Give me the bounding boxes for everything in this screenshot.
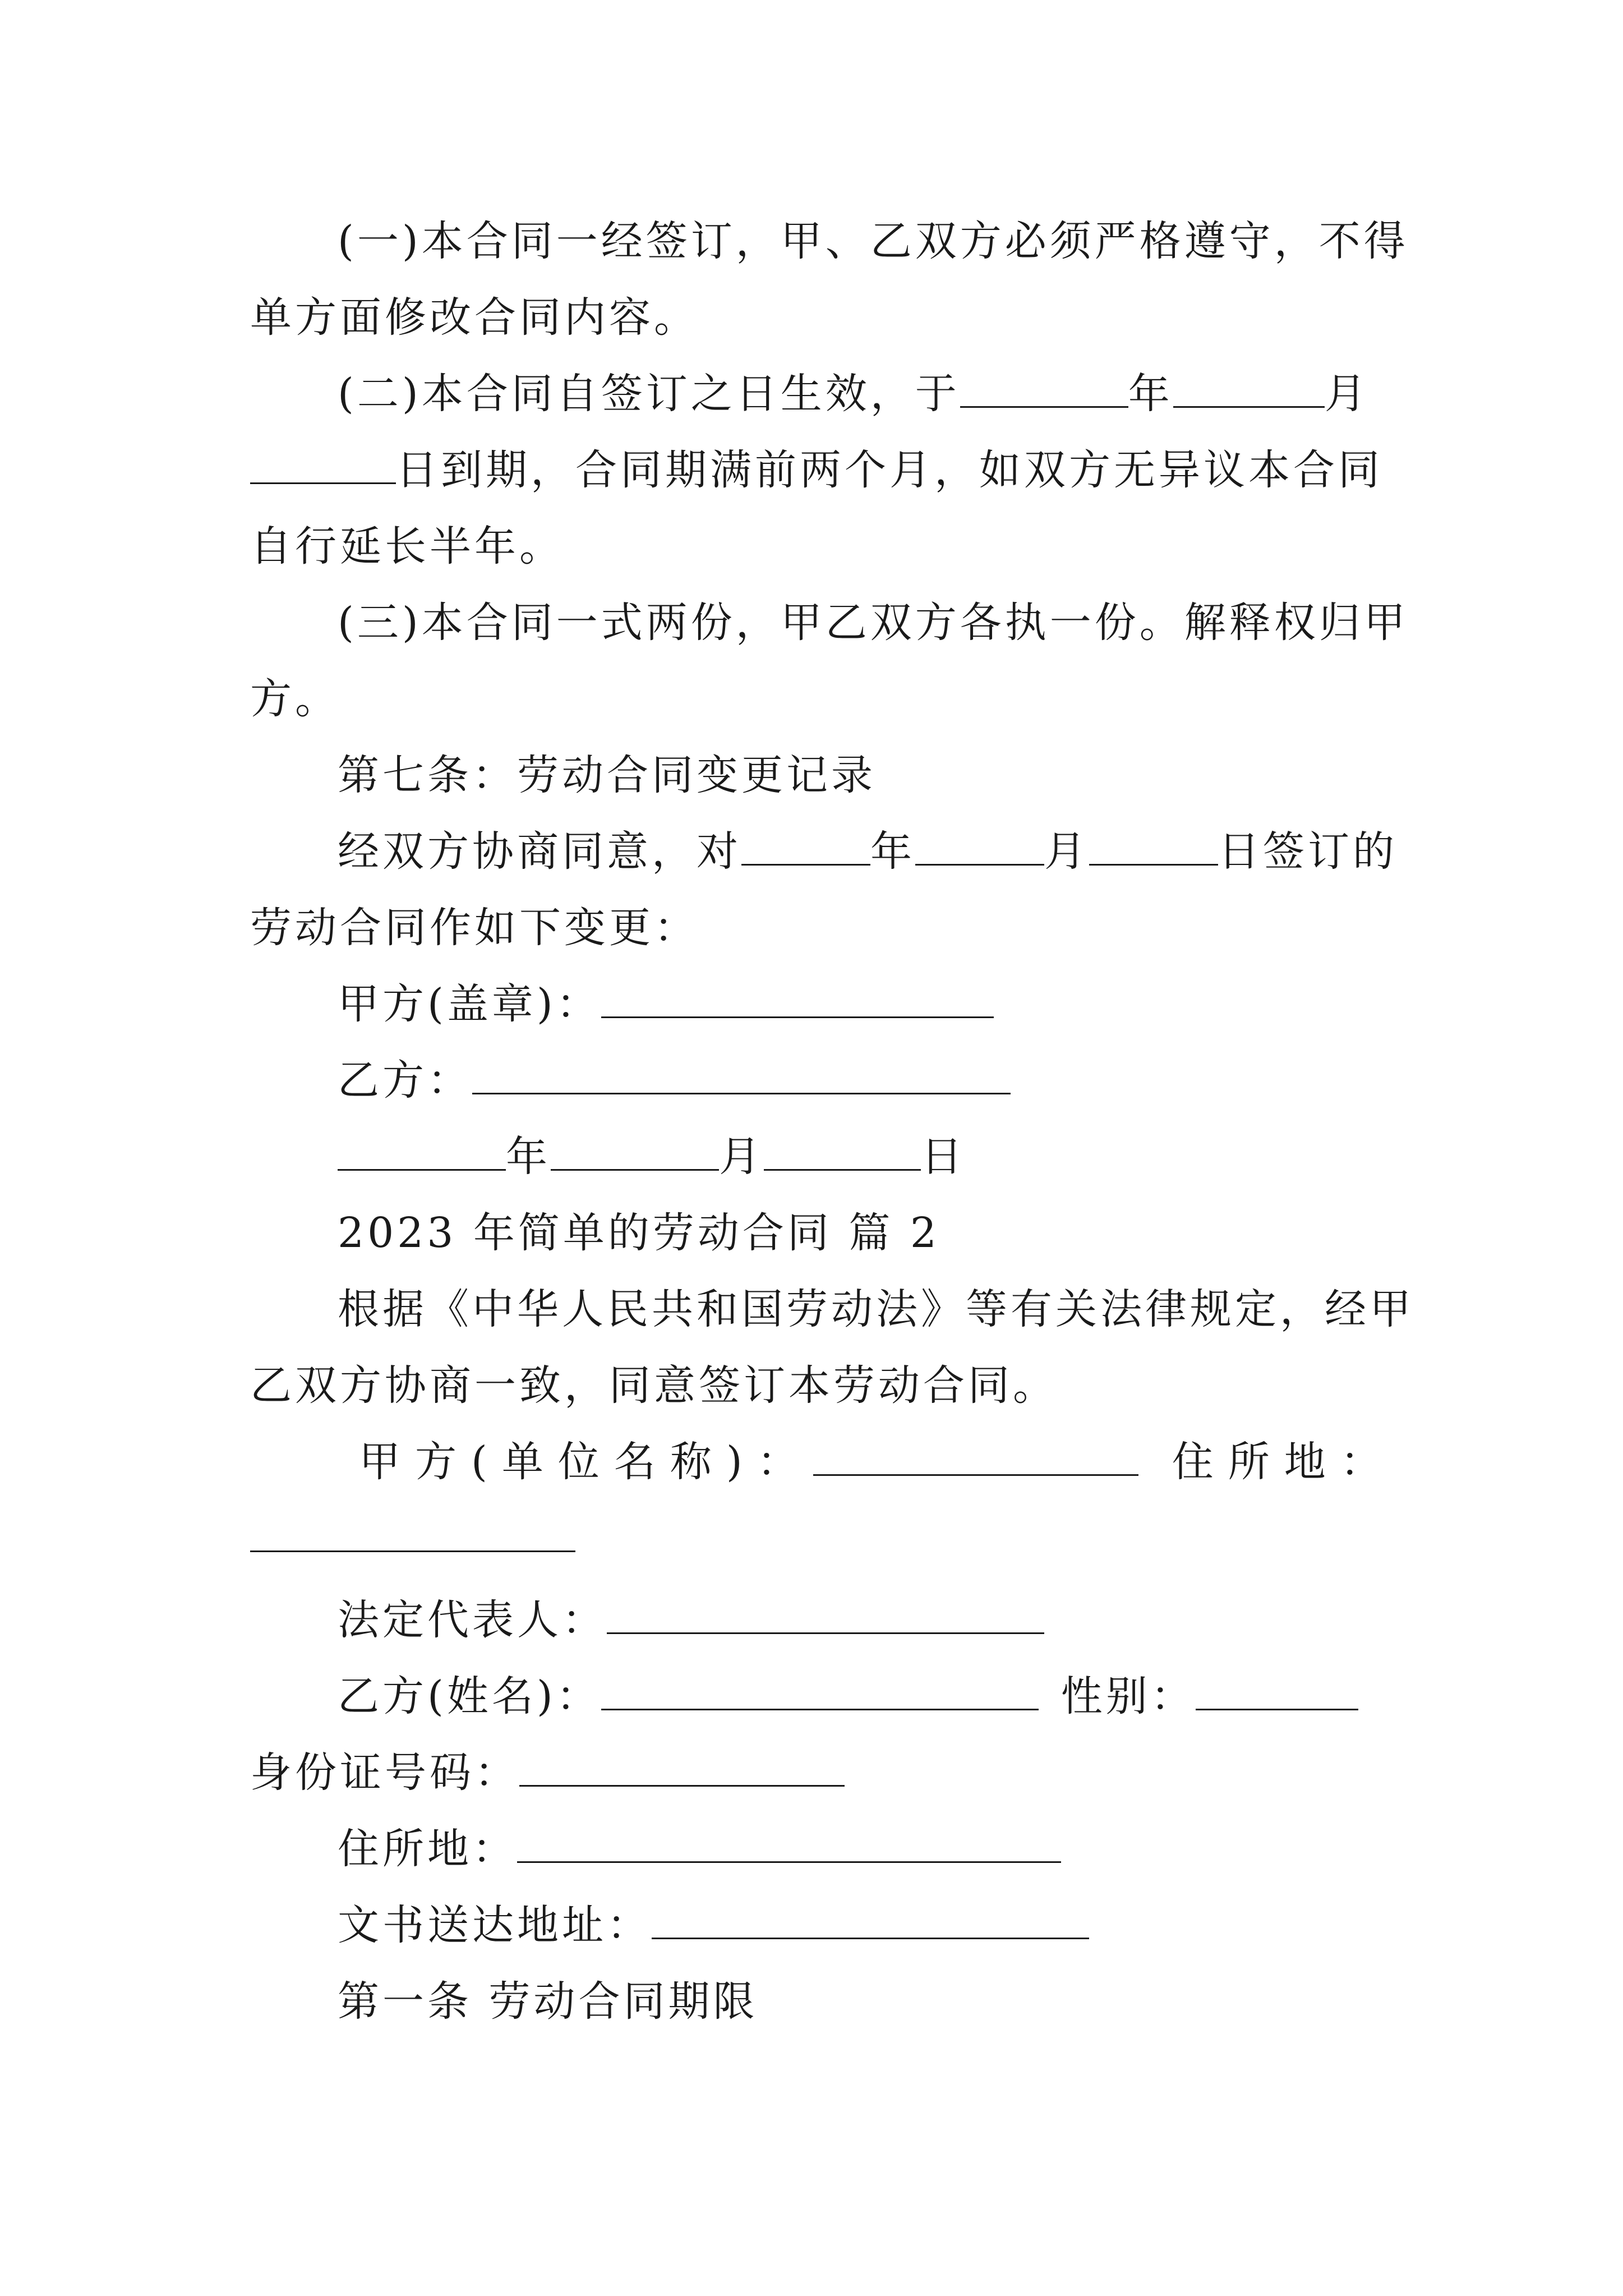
label: 甲方(单位名称)： [359, 1438, 813, 1486]
day-blank[interactable] [1089, 825, 1218, 866]
year-blank[interactable] [960, 367, 1128, 408]
clause-3 [338, 595, 1409, 651]
party-b-address-line [338, 1821, 1394, 1877]
label: 乙方： [338, 1056, 472, 1105]
article-1-heading [338, 1973, 1394, 2030]
day-blank[interactable] [764, 1130, 921, 1171]
legal-rep-line [338, 1592, 1394, 1648]
label: 文书送达地址： [338, 1901, 652, 1949]
service-address-line [338, 1897, 1394, 1953]
party-a-address-blank[interactable] [250, 1511, 575, 1552]
service-address-blank[interactable] [652, 1898, 1089, 1939]
party-a-address-line [250, 1510, 1394, 1566]
article-7-text [338, 823, 1398, 880]
text: 日签订的 [1218, 827, 1398, 876]
party-b [338, 1052, 1394, 1108]
label: 住所地： [1172, 1438, 1396, 1486]
id-number-line [250, 1745, 1394, 1801]
party-a-seal-blank[interactable] [601, 977, 994, 1018]
text: 第七条：劳动合同变更记录 [338, 751, 876, 799]
month-blank[interactable] [551, 1130, 719, 1171]
section-heading [338, 1205, 1394, 1261]
text: 方。 [250, 675, 340, 723]
label: 甲方(盖章)： [338, 980, 601, 1028]
text: 2023 年简单的劳动合同 篇 2 [338, 1209, 940, 1257]
party-b-name-blank[interactable] [601, 1669, 1039, 1710]
text: 日到期，合同期满前两个月，如双方无异议本合同 [396, 446, 1383, 494]
clause-2-cont2 [250, 518, 1394, 574]
preamble-cont [250, 1358, 1394, 1414]
text: 自行延长半年。 [250, 522, 564, 570]
label: 身份证号码： [250, 1749, 519, 1797]
text: (二)本合同自签订之日生效，于 [338, 370, 960, 418]
clause-1 [338, 213, 1409, 269]
party-a-seal [338, 976, 1394, 1032]
text: 经双方协商同意，对 [338, 827, 741, 876]
label: 性别： [1061, 1672, 1196, 1720]
day-blank[interactable] [250, 443, 396, 484]
article-7-text-cont [250, 900, 1394, 956]
text: 月 [1044, 827, 1089, 876]
label: 住所地： [338, 1825, 517, 1873]
label: 乙方(姓名)： [338, 1672, 601, 1720]
clause-2 [338, 366, 1394, 422]
party-a-name-line [359, 1434, 1394, 1490]
text: 年 [1128, 370, 1173, 418]
party-b-blank[interactable] [472, 1053, 1011, 1094]
party-b-name-line [338, 1668, 1394, 1724]
text: (三)本合同一式两份，甲乙双方各执一份。解释权归甲 [338, 599, 1409, 647]
date-line [338, 1129, 1394, 1185]
clause-1-cont [250, 289, 1394, 346]
text: 乙双方协商一致，同意签订本劳动合同。 [250, 1361, 1058, 1410]
text: 劳动合同作如下变更： [250, 904, 699, 952]
text: 月 [1324, 370, 1370, 418]
text: 第一条 劳动合同期限 [338, 1977, 758, 2026]
legal-rep-blank[interactable] [607, 1593, 1044, 1634]
year-blank[interactable] [338, 1130, 506, 1171]
party-b-address-blank[interactable] [517, 1822, 1061, 1863]
label: 法定代表人： [338, 1596, 607, 1644]
text: 年 [870, 827, 915, 876]
text: 日 [921, 1133, 966, 1181]
id-number-blank[interactable] [519, 1746, 845, 1787]
text: (一)本合同一经签订，甲、乙双方必须严格遵守，不得 [338, 217, 1409, 265]
clause-3-cont [250, 671, 1394, 727]
month-blank[interactable] [1173, 367, 1325, 408]
text: 根据《中华人民共和国劳动法》等有关法律规定，经甲 [338, 1285, 1414, 1333]
clause-2-cont [250, 442, 1394, 498]
article-7-heading [338, 747, 1394, 803]
month-blank[interactable] [915, 825, 1044, 866]
text: 单方面修改合同内容。 [250, 293, 699, 342]
gender-blank[interactable] [1196, 1669, 1358, 1710]
preamble [338, 1281, 1414, 1337]
party-a-name-blank[interactable] [813, 1435, 1138, 1476]
text: 月 [719, 1133, 764, 1181]
text: 年 [506, 1133, 551, 1181]
year-blank[interactable] [741, 825, 870, 866]
